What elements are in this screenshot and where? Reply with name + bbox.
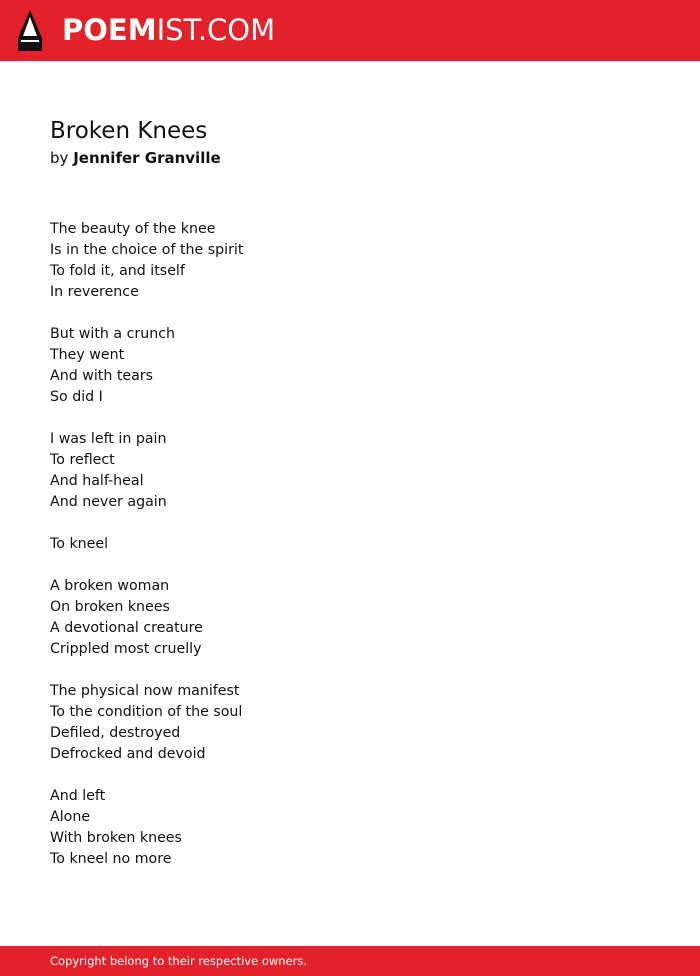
poem-line: And with tears	[50, 368, 154, 384]
poem-line: With broken knees	[50, 830, 182, 846]
stanza	[50, 429, 650, 513]
poem-line: Alone	[50, 809, 91, 825]
poem-line: A devotional creature	[50, 620, 203, 636]
poem-title: Broken Knees	[50, 118, 208, 144]
pencil-tip-icon[interactable]	[17, 10, 43, 52]
poem-line: To reflect	[50, 452, 115, 468]
site-logo[interactable]	[62, 11, 275, 49]
site-footer	[0, 946, 700, 976]
poem-line: In reverence	[50, 284, 139, 300]
poem-line: A broken woman	[50, 578, 170, 594]
poem-line: To kneel	[50, 536, 109, 552]
stanza	[50, 219, 650, 303]
site-header	[0, 0, 700, 61]
poem-line: The beauty of the knee	[50, 221, 216, 237]
poem-body	[50, 219, 650, 891]
poem-line: And never again	[50, 494, 167, 510]
poem-byline	[50, 148, 221, 169]
stanza	[50, 681, 650, 765]
poem-line: But with a crunch	[50, 326, 176, 342]
poem-line: And left	[50, 788, 106, 804]
poem-line: To kneel no more	[50, 851, 172, 867]
logo-brand-light: IST.COM	[156, 13, 276, 47]
stanza	[50, 534, 650, 555]
poem-line: Defrocked and devoid	[50, 746, 206, 762]
stanza	[50, 324, 650, 408]
copyright-notice: Copyright belong to their respective owners.	[50, 954, 308, 968]
poem-line: To fold it, and itself	[50, 263, 185, 279]
poem-line: They went	[50, 347, 125, 363]
poem-line: Defiled, destroyed	[50, 725, 181, 741]
poem-line: Is in the choice of the spirit	[50, 242, 244, 258]
logo-brand-bold: POEM	[62, 13, 157, 47]
poem-line: The physical now manifest	[50, 683, 240, 699]
poem-line: So did I	[50, 389, 103, 405]
poem-line: I was left in pain	[50, 431, 167, 447]
by-label: by	[50, 149, 69, 167]
poem-line: And half-heal	[50, 473, 144, 489]
stanza	[50, 786, 650, 870]
poem-line: Crippled most cruelly	[50, 641, 202, 657]
poem-author: Jennifer Granville	[73, 149, 221, 167]
stanza	[50, 576, 650, 660]
poem-line: On broken knees	[50, 599, 170, 615]
poem-line: To the condition of the soul	[50, 704, 243, 720]
